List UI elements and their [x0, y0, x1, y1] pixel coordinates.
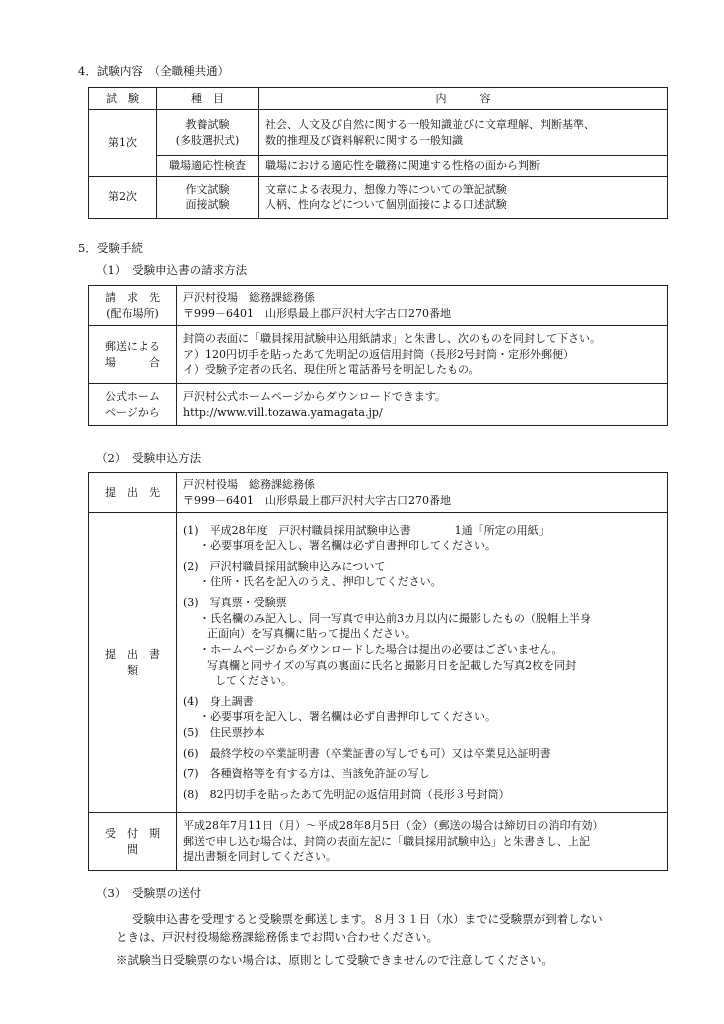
stage2-label: 第2次 — [89, 176, 157, 218]
content-line: 人柄、性向などについて個別面接による口述試験 — [265, 198, 507, 212]
content-line: 郵送で申し込む場合は、封筒の表面左記に「職員採用試験申込」と朱書きし、上記 — [183, 834, 590, 848]
table-row — [89, 110, 668, 156]
content-cell — [177, 286, 668, 326]
content-line: 戸沢村役場 総務課総務係 — [183, 477, 315, 491]
content-cell — [259, 110, 668, 156]
label-line: 請 求 先 — [105, 290, 160, 304]
content-line: 〒999－6401 山形県最上郡戸沢村大字古口270番地 — [183, 306, 451, 320]
table-row — [89, 286, 668, 326]
header-content: 内 容 — [259, 88, 668, 110]
sub3-heading: （3） 受験票の送付 — [96, 886, 202, 900]
note-line: ときは、戸沢村役場総務課総務係までお問い合わせください。 — [116, 930, 438, 945]
doc-note: ・住所・氏名を記入のうえ、押印してください。 — [199, 575, 442, 589]
header-exam: 試 験 — [89, 88, 157, 110]
content-line: 社会、人文及び自然に関する一般知識並びに文章理解、判断基準、 — [265, 117, 595, 131]
sub1-heading: （1） 受験申込書の請求方法 — [96, 263, 248, 277]
doc-note: ・必要事項を記入し、署名欄は必ず自書押印してください。 — [199, 539, 496, 553]
label-cell: 提 出 書 類 — [89, 513, 177, 813]
content-cell — [177, 473, 668, 513]
table-row — [89, 513, 668, 813]
label-line: (配布場所) — [106, 306, 159, 320]
item-cell: 職場適応性検査 — [157, 156, 259, 177]
label-cell — [89, 286, 177, 326]
table-row — [89, 384, 668, 426]
content-line: 提出書類を同封してください。 — [183, 850, 337, 864]
section5-heading: 5．受験手続 — [78, 241, 143, 255]
doc-note: 正面向）を写真欄に貼って提出ください。 — [207, 627, 416, 641]
doc-note: 写真欄と同サイズの写真の裏面に氏名と撮影月日を記載した写真2枚を同封 — [207, 658, 577, 672]
label-line: 場 合 — [105, 355, 160, 369]
table-row — [89, 176, 668, 218]
content-cell — [259, 176, 668, 218]
content-line: 戸沢村公式ホームページからダウンロードできます。 — [183, 389, 446, 403]
label-line: ページから — [105, 405, 160, 419]
label-line: 郵送による — [105, 339, 160, 353]
item-line: 面接試験 — [185, 198, 230, 212]
content-cell: 職場における適応性を職務に関連する性格の面から判断 — [259, 156, 668, 177]
notes-block — [116, 910, 676, 969]
doc-item: (7) 各種資格等を有する方は、当該免許証の写し — [183, 767, 430, 781]
doc-item: (6) 最終学校の卒業証明書（卒業証書の写しでも可）又は卒業見込証明書 — [183, 746, 551, 760]
label-cell: 提 出 先 — [89, 473, 177, 513]
content-cell — [177, 384, 668, 426]
item-line: 教養試験 — [185, 117, 230, 131]
content-line: イ）受験予定者の氏名、現住所と電話番号を明記したもの。 — [183, 363, 480, 377]
table-row — [89, 473, 668, 513]
doc-item: (2) 戸沢村職員採用試験申込みについて — [183, 559, 386, 573]
item-cell — [157, 176, 259, 218]
doc-note: ・氏名欄のみ記入し、同一写真で申込前3カ月以内に撮影したもの（脱帽上半身 — [199, 611, 591, 625]
doc-note: ・必要事項を記入し、署名欄は必ず自書押印してください。 — [199, 710, 496, 724]
content-line: 戸沢村役場 総務課総務係 — [183, 290, 315, 304]
table-header-row — [89, 88, 668, 110]
table-row — [89, 813, 668, 871]
documents-cell — [177, 513, 668, 813]
label-cell: 受 付 期 間 — [89, 813, 177, 871]
table-row — [89, 326, 668, 384]
item-line: (多肢選択式) — [175, 133, 240, 147]
exam-content-table — [88, 87, 668, 219]
doc-item: (8) 82円切手を貼ったあて先明記の返信用封筒（長形３号封筒） — [183, 787, 510, 801]
table-row — [89, 156, 668, 177]
warning-note: ※試験当日受験票のない場合は、原則として受験できませんので注意してください。 — [116, 952, 553, 967]
doc-item: (5) 住民票抄本 — [183, 725, 265, 739]
request-method-table — [88, 285, 668, 426]
stage1-label: 第1次 — [89, 110, 157, 177]
note-line: 受験申込書を受理すると受験票を郵送します。８月３１日（水）までに受験票が到着しない — [132, 912, 603, 926]
doc-note: ・ホームページからダウンロードした場合は提出の必要はございません。 — [199, 642, 563, 656]
content-line: 文章による表現力、想像力等についての筆記試験 — [265, 182, 507, 196]
content-cell — [177, 813, 668, 871]
header-item: 種 目 — [157, 88, 259, 110]
section4-heading: 4．試験内容 （全職種共通） — [78, 64, 230, 78]
item-cell — [157, 110, 259, 156]
doc-item: (3) 写真票・受験票 — [183, 596, 287, 610]
application-method-table — [88, 472, 668, 871]
sub2-heading: （2） 受験申込方法 — [96, 451, 202, 465]
content-line: 封筒の表面に「職員採用試験申込用紙請求」と朱書し、次のものを同封して下さい。 — [183, 332, 601, 346]
label-line: 公式ホーム — [105, 389, 160, 403]
doc-item: (1) 平成28年度 戸沢村職員採用試験申込書 1通「所定の用紙」 — [183, 523, 550, 537]
item-line: 作文試験 — [185, 182, 230, 196]
doc-item: (4) 身上調書 — [183, 694, 254, 708]
label-cell — [89, 384, 177, 426]
content-line: 数的推理及び資料解釈に関する一般知識 — [265, 133, 463, 147]
content-line: 平成28年7月11日（月）～平成28年8月5日（金）（郵送の場合は締切日の消印有効） — [183, 819, 604, 833]
label-cell — [89, 326, 177, 384]
homepage-url[interactable]: http://www.vill.tozawa.yamagata.jp/ — [183, 405, 383, 419]
content-line: 〒999－6401 山形県最上郡戸沢村大字古口270番地 — [183, 493, 451, 507]
content-cell — [177, 326, 668, 384]
doc-note: してください。 — [215, 674, 292, 688]
content-line: ア）120円切手を貼ったあて先明記の返信用封筒（長形2号封筒・定形外郵便） — [183, 347, 574, 361]
